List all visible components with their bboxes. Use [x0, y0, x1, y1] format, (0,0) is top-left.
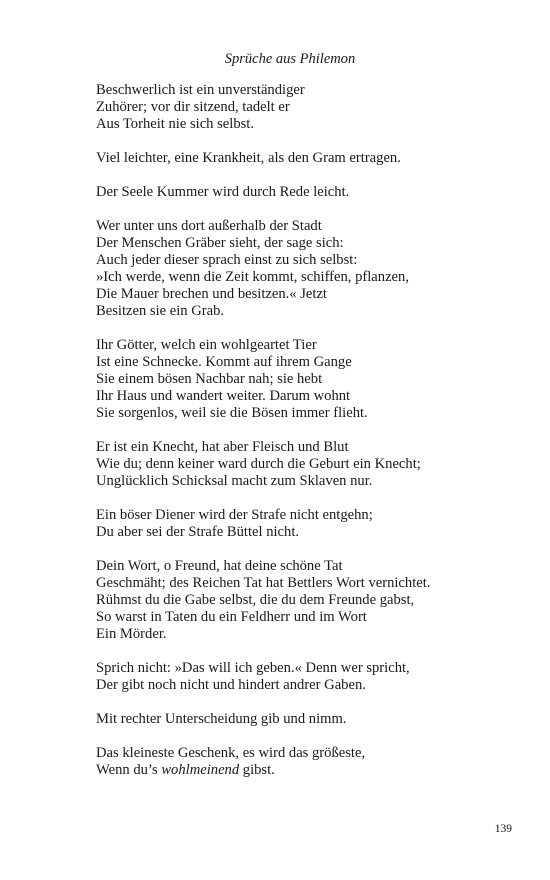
verse-line: So warst in Taten du ein Feldherr und im Wort	[96, 609, 367, 625]
verse-line: Wie du; denn keiner ward durch die Geburt ein Knecht;	[96, 456, 421, 472]
page-number: 139	[494, 823, 512, 835]
stanza	[96, 507, 486, 541]
verse-line: Ihr Haus und wandert weiter. Darum wohnt	[96, 388, 351, 404]
stanza	[96, 439, 486, 490]
stanza	[96, 660, 486, 694]
stanza	[96, 711, 486, 728]
verse-line: Beschwerlich ist ein unverständiger	[96, 82, 305, 98]
verse-text: Wenn du’s	[96, 762, 162, 778]
verse-line: Der gibt noch nicht und hindert andrer Gaben.	[96, 677, 366, 693]
verse-line: Ihr Götter, welch ein wohlgeartet Tier	[96, 337, 317, 353]
stanza	[96, 184, 486, 201]
verse-line: Du aber sei der Strafe Büttel nicht.	[96, 524, 300, 540]
verse-line-with-emphasis	[96, 762, 486, 779]
aphorism-text-block	[96, 82, 486, 796]
verse-line: Ist eine Schnecke. Kommt auf ihrem Gange	[96, 354, 352, 370]
verse-line: Zuhörer; vor dir sitzend, tadelt er	[96, 99, 290, 115]
verse-line: Ein böser Diener wird der Strafe nicht entgehn;	[96, 507, 373, 523]
running-title: Sprüche aus Philemon	[224, 51, 356, 67]
stanza	[96, 82, 486, 133]
emphasized-word: wohlmeinend	[161, 762, 240, 778]
verse-line: Die Mauer brechen und besitzen.« Jetzt	[96, 286, 327, 302]
verse-line: Der Menschen Gräber sieht, der sage sich:	[96, 235, 344, 251]
verse-line: Der Seele Kummer wird durch Rede leicht.	[96, 184, 350, 200]
stanza	[96, 150, 486, 167]
stanza	[96, 337, 486, 422]
verse-line: Mit rechter Unterscheidung gib und nimm.	[96, 711, 347, 727]
verse-line: Sie sorgenlos, weil sie die Bösen immer flieht.	[96, 405, 368, 421]
verse-line: Ein Mörder.	[96, 626, 167, 642]
verse-line: Auch jeder dieser sprach einst zu sich selbst:	[96, 252, 358, 268]
verse-line: Rühmst du die Gabe selbst, die du dem Freunde gabst,	[96, 592, 415, 608]
verse-line: Das kleineste Geschenk, es wird das größeste,	[96, 745, 366, 761]
verse-line: Dein Wort, o Freund, hat deine schöne Tat	[96, 558, 343, 574]
stanza-last	[96, 745, 486, 779]
stanza	[96, 218, 486, 320]
verse-line: Aus Torheit nie sich selbst.	[96, 116, 255, 132]
verse-line: Besitzen sie ein Grab.	[96, 303, 225, 319]
verse-line: Er ist ein Knecht, hat aber Fleisch und Blut	[96, 439, 349, 455]
verse-line: »Ich werde, wenn die Zeit kommt, schiffen, pflanzen,	[96, 269, 409, 285]
verse-line: Sie einem bösen Nachbar nah; sie hebt	[96, 371, 323, 387]
verse-line: Unglücklich Schicksal macht zum Sklaven nur.	[96, 473, 373, 489]
verse-line: Viel leichter, eine Krankheit, als den Gram ertragen.	[96, 150, 401, 166]
verse-line: Wer unter uns dort außerhalb der Stadt	[96, 218, 322, 234]
verse-text: gibst.	[239, 762, 275, 778]
verse-line: Sprich nicht: »Das will ich geben.« Denn wer spricht,	[96, 660, 410, 676]
verse-line: Geschmäht; des Reichen Tat hat Bettlers Wort vernichtet.	[96, 575, 431, 591]
stanza	[96, 558, 486, 643]
